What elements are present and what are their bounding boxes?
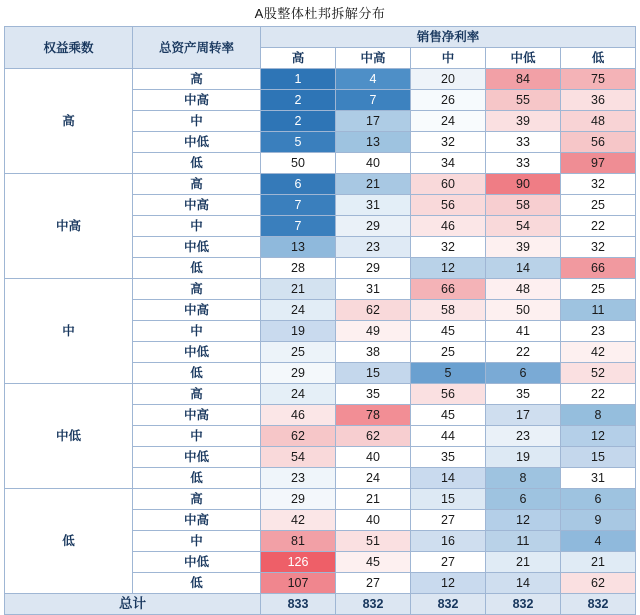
row-sub-label: 中高 bbox=[133, 510, 261, 531]
heatmap-cell: 25 bbox=[561, 195, 636, 216]
heatmap-cell: 22 bbox=[486, 342, 561, 363]
heatmap-cell: 5 bbox=[411, 363, 486, 384]
row-sub-label: 中 bbox=[133, 321, 261, 342]
table-header bbox=[5, 27, 636, 69]
heatmap-cell: 62 bbox=[336, 426, 411, 447]
heatmap-cell: 32 bbox=[411, 237, 486, 258]
heatmap-cell: 23 bbox=[486, 426, 561, 447]
heatmap-cell: 24 bbox=[261, 300, 336, 321]
heatmap-cell: 50 bbox=[261, 153, 336, 174]
heatmap-cell: 14 bbox=[486, 573, 561, 594]
heatmap-cell: 11 bbox=[561, 300, 636, 321]
heatmap-cell: 15 bbox=[411, 489, 486, 510]
table-row bbox=[5, 489, 636, 510]
heatmap-cell: 29 bbox=[261, 363, 336, 384]
heatmap-cell: 32 bbox=[561, 237, 636, 258]
heatmap-cell: 23 bbox=[336, 237, 411, 258]
table-row bbox=[5, 69, 636, 90]
row-sub-label: 中低 bbox=[133, 552, 261, 573]
heatmap-cell: 31 bbox=[336, 195, 411, 216]
heatmap-cell: 40 bbox=[336, 510, 411, 531]
heatmap-cell: 21 bbox=[336, 489, 411, 510]
heatmap-cell: 55 bbox=[486, 90, 561, 111]
heatmap-cell: 33 bbox=[486, 132, 561, 153]
heatmap-cell: 42 bbox=[261, 510, 336, 531]
heatmap-cell: 39 bbox=[486, 111, 561, 132]
heatmap-cell: 107 bbox=[261, 573, 336, 594]
total-label: 总计 bbox=[5, 594, 261, 615]
heatmap-cell: 51 bbox=[336, 531, 411, 552]
heatmap-cell: 66 bbox=[561, 258, 636, 279]
heatmap-cell: 66 bbox=[411, 279, 486, 300]
heatmap-cell: 15 bbox=[336, 363, 411, 384]
total-row bbox=[5, 594, 636, 615]
heatmap-cell: 21 bbox=[486, 552, 561, 573]
heatmap-cell: 90 bbox=[486, 174, 561, 195]
heatmap-cell: 49 bbox=[336, 321, 411, 342]
total-col-4: 832 bbox=[561, 594, 636, 615]
heatmap-cell: 19 bbox=[486, 447, 561, 468]
heatmap-cell: 6 bbox=[486, 363, 561, 384]
table-row bbox=[5, 174, 636, 195]
heatmap-cell: 35 bbox=[411, 447, 486, 468]
heatmap-cell: 7 bbox=[261, 195, 336, 216]
row-group-label: 中 bbox=[5, 279, 133, 384]
heatmap-cell: 62 bbox=[336, 300, 411, 321]
heatmap-cell: 22 bbox=[561, 216, 636, 237]
heatmap-cell: 14 bbox=[486, 258, 561, 279]
heatmap-cell: 31 bbox=[561, 468, 636, 489]
row-sub-label: 低 bbox=[133, 363, 261, 384]
heatmap-cell: 40 bbox=[336, 447, 411, 468]
col-header-4: 低 bbox=[561, 48, 636, 69]
heatmap-cell: 24 bbox=[411, 111, 486, 132]
heatmap-cell: 39 bbox=[486, 237, 561, 258]
heatmap-cell: 41 bbox=[486, 321, 561, 342]
heatmap-cell: 35 bbox=[486, 384, 561, 405]
table-body bbox=[5, 69, 636, 594]
row-sub-label: 中低 bbox=[133, 447, 261, 468]
row-group-label: 中高 bbox=[5, 174, 133, 279]
heatmap-cell: 48 bbox=[561, 111, 636, 132]
heatmap-cell: 54 bbox=[486, 216, 561, 237]
heatmap-cell: 2 bbox=[261, 111, 336, 132]
heatmap-cell: 62 bbox=[561, 573, 636, 594]
heatmap-cell: 12 bbox=[411, 258, 486, 279]
heatmap-cell: 45 bbox=[336, 552, 411, 573]
row-sub-label: 低 bbox=[133, 258, 261, 279]
row-sub-label: 低 bbox=[133, 153, 261, 174]
table-row bbox=[5, 279, 636, 300]
heatmap-cell: 126 bbox=[261, 552, 336, 573]
col-header-2: 中 bbox=[411, 48, 486, 69]
total-col-1: 832 bbox=[336, 594, 411, 615]
heatmap-cell: 27 bbox=[411, 510, 486, 531]
heatmap-cell: 42 bbox=[561, 342, 636, 363]
heatmap-cell: 29 bbox=[336, 258, 411, 279]
heatmap-cell: 16 bbox=[411, 531, 486, 552]
heatmap-cell: 52 bbox=[561, 363, 636, 384]
heatmap-cell: 40 bbox=[336, 153, 411, 174]
heatmap-cell: 21 bbox=[336, 174, 411, 195]
heatmap-cell: 23 bbox=[261, 468, 336, 489]
heatmap-cell: 21 bbox=[261, 279, 336, 300]
heatmap-cell: 35 bbox=[336, 384, 411, 405]
row-group-label: 中低 bbox=[5, 384, 133, 489]
heatmap-cell: 12 bbox=[486, 510, 561, 531]
row-sub-label: 高 bbox=[133, 489, 261, 510]
row-sub-label: 低 bbox=[133, 573, 261, 594]
row-sub-label: 中 bbox=[133, 531, 261, 552]
heatmap-cell: 5 bbox=[261, 132, 336, 153]
row-sub-label: 中低 bbox=[133, 132, 261, 153]
row-sub-label: 中高 bbox=[133, 300, 261, 321]
row-sub-label: 高 bbox=[133, 384, 261, 405]
row-sub-label: 中高 bbox=[133, 195, 261, 216]
heatmap-cell: 13 bbox=[261, 237, 336, 258]
heatmap-cell: 25 bbox=[561, 279, 636, 300]
heatmap-cell: 78 bbox=[336, 405, 411, 426]
table-row bbox=[5, 384, 636, 405]
heatmap-cell: 38 bbox=[336, 342, 411, 363]
row-sub-label: 中 bbox=[133, 111, 261, 132]
heatmap-cell: 29 bbox=[261, 489, 336, 510]
heatmap-cell: 1 bbox=[261, 69, 336, 90]
heatmap-cell: 8 bbox=[561, 405, 636, 426]
table-footer bbox=[5, 594, 636, 615]
row-sub-label: 中高 bbox=[133, 90, 261, 111]
heatmap-cell: 2 bbox=[261, 90, 336, 111]
heatmap-cell: 31 bbox=[336, 279, 411, 300]
row-sub-label: 高 bbox=[133, 174, 261, 195]
heatmap-cell: 29 bbox=[336, 216, 411, 237]
heatmap-cell: 25 bbox=[261, 342, 336, 363]
row-sub-label: 中低 bbox=[133, 342, 261, 363]
heatmap-cell: 20 bbox=[411, 69, 486, 90]
heatmap-cell: 17 bbox=[486, 405, 561, 426]
heatmap-cell: 13 bbox=[336, 132, 411, 153]
header-asset-turnover: 总资产周转率 bbox=[133, 27, 261, 69]
heatmap-cell: 25 bbox=[411, 342, 486, 363]
heatmap-cell: 56 bbox=[561, 132, 636, 153]
heatmap-cell: 46 bbox=[261, 405, 336, 426]
heatmap-cell: 56 bbox=[411, 384, 486, 405]
row-sub-label: 高 bbox=[133, 69, 261, 90]
total-col-3: 832 bbox=[486, 594, 561, 615]
row-sub-label: 中 bbox=[133, 216, 261, 237]
dupont-heatmap-table bbox=[4, 26, 636, 615]
heatmap-cell: 9 bbox=[561, 510, 636, 531]
heatmap-cell: 27 bbox=[411, 552, 486, 573]
heatmap-cell: 28 bbox=[261, 258, 336, 279]
heatmap-cell: 15 bbox=[561, 447, 636, 468]
row-group-label: 低 bbox=[5, 489, 133, 594]
total-col-2: 832 bbox=[411, 594, 486, 615]
row-sub-label: 低 bbox=[133, 468, 261, 489]
chart-title: A股整体杜邦拆解分布 bbox=[254, 6, 386, 21]
heatmap-cell: 17 bbox=[336, 111, 411, 132]
row-sub-label: 高 bbox=[133, 279, 261, 300]
heatmap-cell: 24 bbox=[336, 468, 411, 489]
heatmap-cell: 32 bbox=[561, 174, 636, 195]
heatmap-cell: 6 bbox=[486, 489, 561, 510]
heatmap-cell: 8 bbox=[486, 468, 561, 489]
row-sub-label: 中高 bbox=[133, 405, 261, 426]
heatmap-cell: 19 bbox=[261, 321, 336, 342]
heatmap-cell: 45 bbox=[411, 405, 486, 426]
heatmap-cell: 46 bbox=[411, 216, 486, 237]
heatmap-cell: 6 bbox=[261, 174, 336, 195]
heatmap-cell: 56 bbox=[411, 195, 486, 216]
heatmap-cell: 58 bbox=[486, 195, 561, 216]
heatmap-cell: 44 bbox=[411, 426, 486, 447]
heatmap-cell: 36 bbox=[561, 90, 636, 111]
heatmap-cell: 58 bbox=[411, 300, 486, 321]
total-col-0: 833 bbox=[261, 594, 336, 615]
row-sub-label: 中 bbox=[133, 426, 261, 447]
heatmap-cell: 21 bbox=[561, 552, 636, 573]
heatmap-cell: 50 bbox=[486, 300, 561, 321]
heatmap-cell: 14 bbox=[411, 468, 486, 489]
col-header-0: 高 bbox=[261, 48, 336, 69]
heatmap-cell: 23 bbox=[561, 321, 636, 342]
row-sub-label: 中低 bbox=[133, 237, 261, 258]
heatmap-cell: 6 bbox=[561, 489, 636, 510]
heatmap-cell: 60 bbox=[411, 174, 486, 195]
heatmap-cell: 84 bbox=[486, 69, 561, 90]
heatmap-cell: 62 bbox=[261, 426, 336, 447]
row-group-label: 高 bbox=[5, 69, 133, 174]
header-row-top bbox=[5, 27, 636, 48]
heatmap-cell: 97 bbox=[561, 153, 636, 174]
col-header-3: 中低 bbox=[486, 48, 561, 69]
heatmap-cell: 7 bbox=[336, 90, 411, 111]
heatmap-cell: 75 bbox=[561, 69, 636, 90]
heatmap-cell: 27 bbox=[336, 573, 411, 594]
heatmap-cell: 81 bbox=[261, 531, 336, 552]
heatmap-cell: 12 bbox=[561, 426, 636, 447]
heatmap-cell: 26 bbox=[411, 90, 486, 111]
heatmap-cell: 7 bbox=[261, 216, 336, 237]
header-equity-multiplier: 权益乘数 bbox=[5, 27, 133, 69]
heatmap-cell: 11 bbox=[486, 531, 561, 552]
heatmap-cell: 33 bbox=[486, 153, 561, 174]
heatmap-cell: 45 bbox=[411, 321, 486, 342]
heatmap-cell: 12 bbox=[411, 573, 486, 594]
heatmap-cell: 22 bbox=[561, 384, 636, 405]
heatmap-cell: 24 bbox=[261, 384, 336, 405]
heatmap-cell: 34 bbox=[411, 153, 486, 174]
heatmap-cell: 48 bbox=[486, 279, 561, 300]
heatmap-cell: 4 bbox=[561, 531, 636, 552]
heatmap-cell: 54 bbox=[261, 447, 336, 468]
col-header-1: 中高 bbox=[336, 48, 411, 69]
heatmap-cell: 32 bbox=[411, 132, 486, 153]
header-net-profit-margin: 销售净利率 bbox=[261, 27, 636, 48]
heatmap-cell: 4 bbox=[336, 69, 411, 90]
